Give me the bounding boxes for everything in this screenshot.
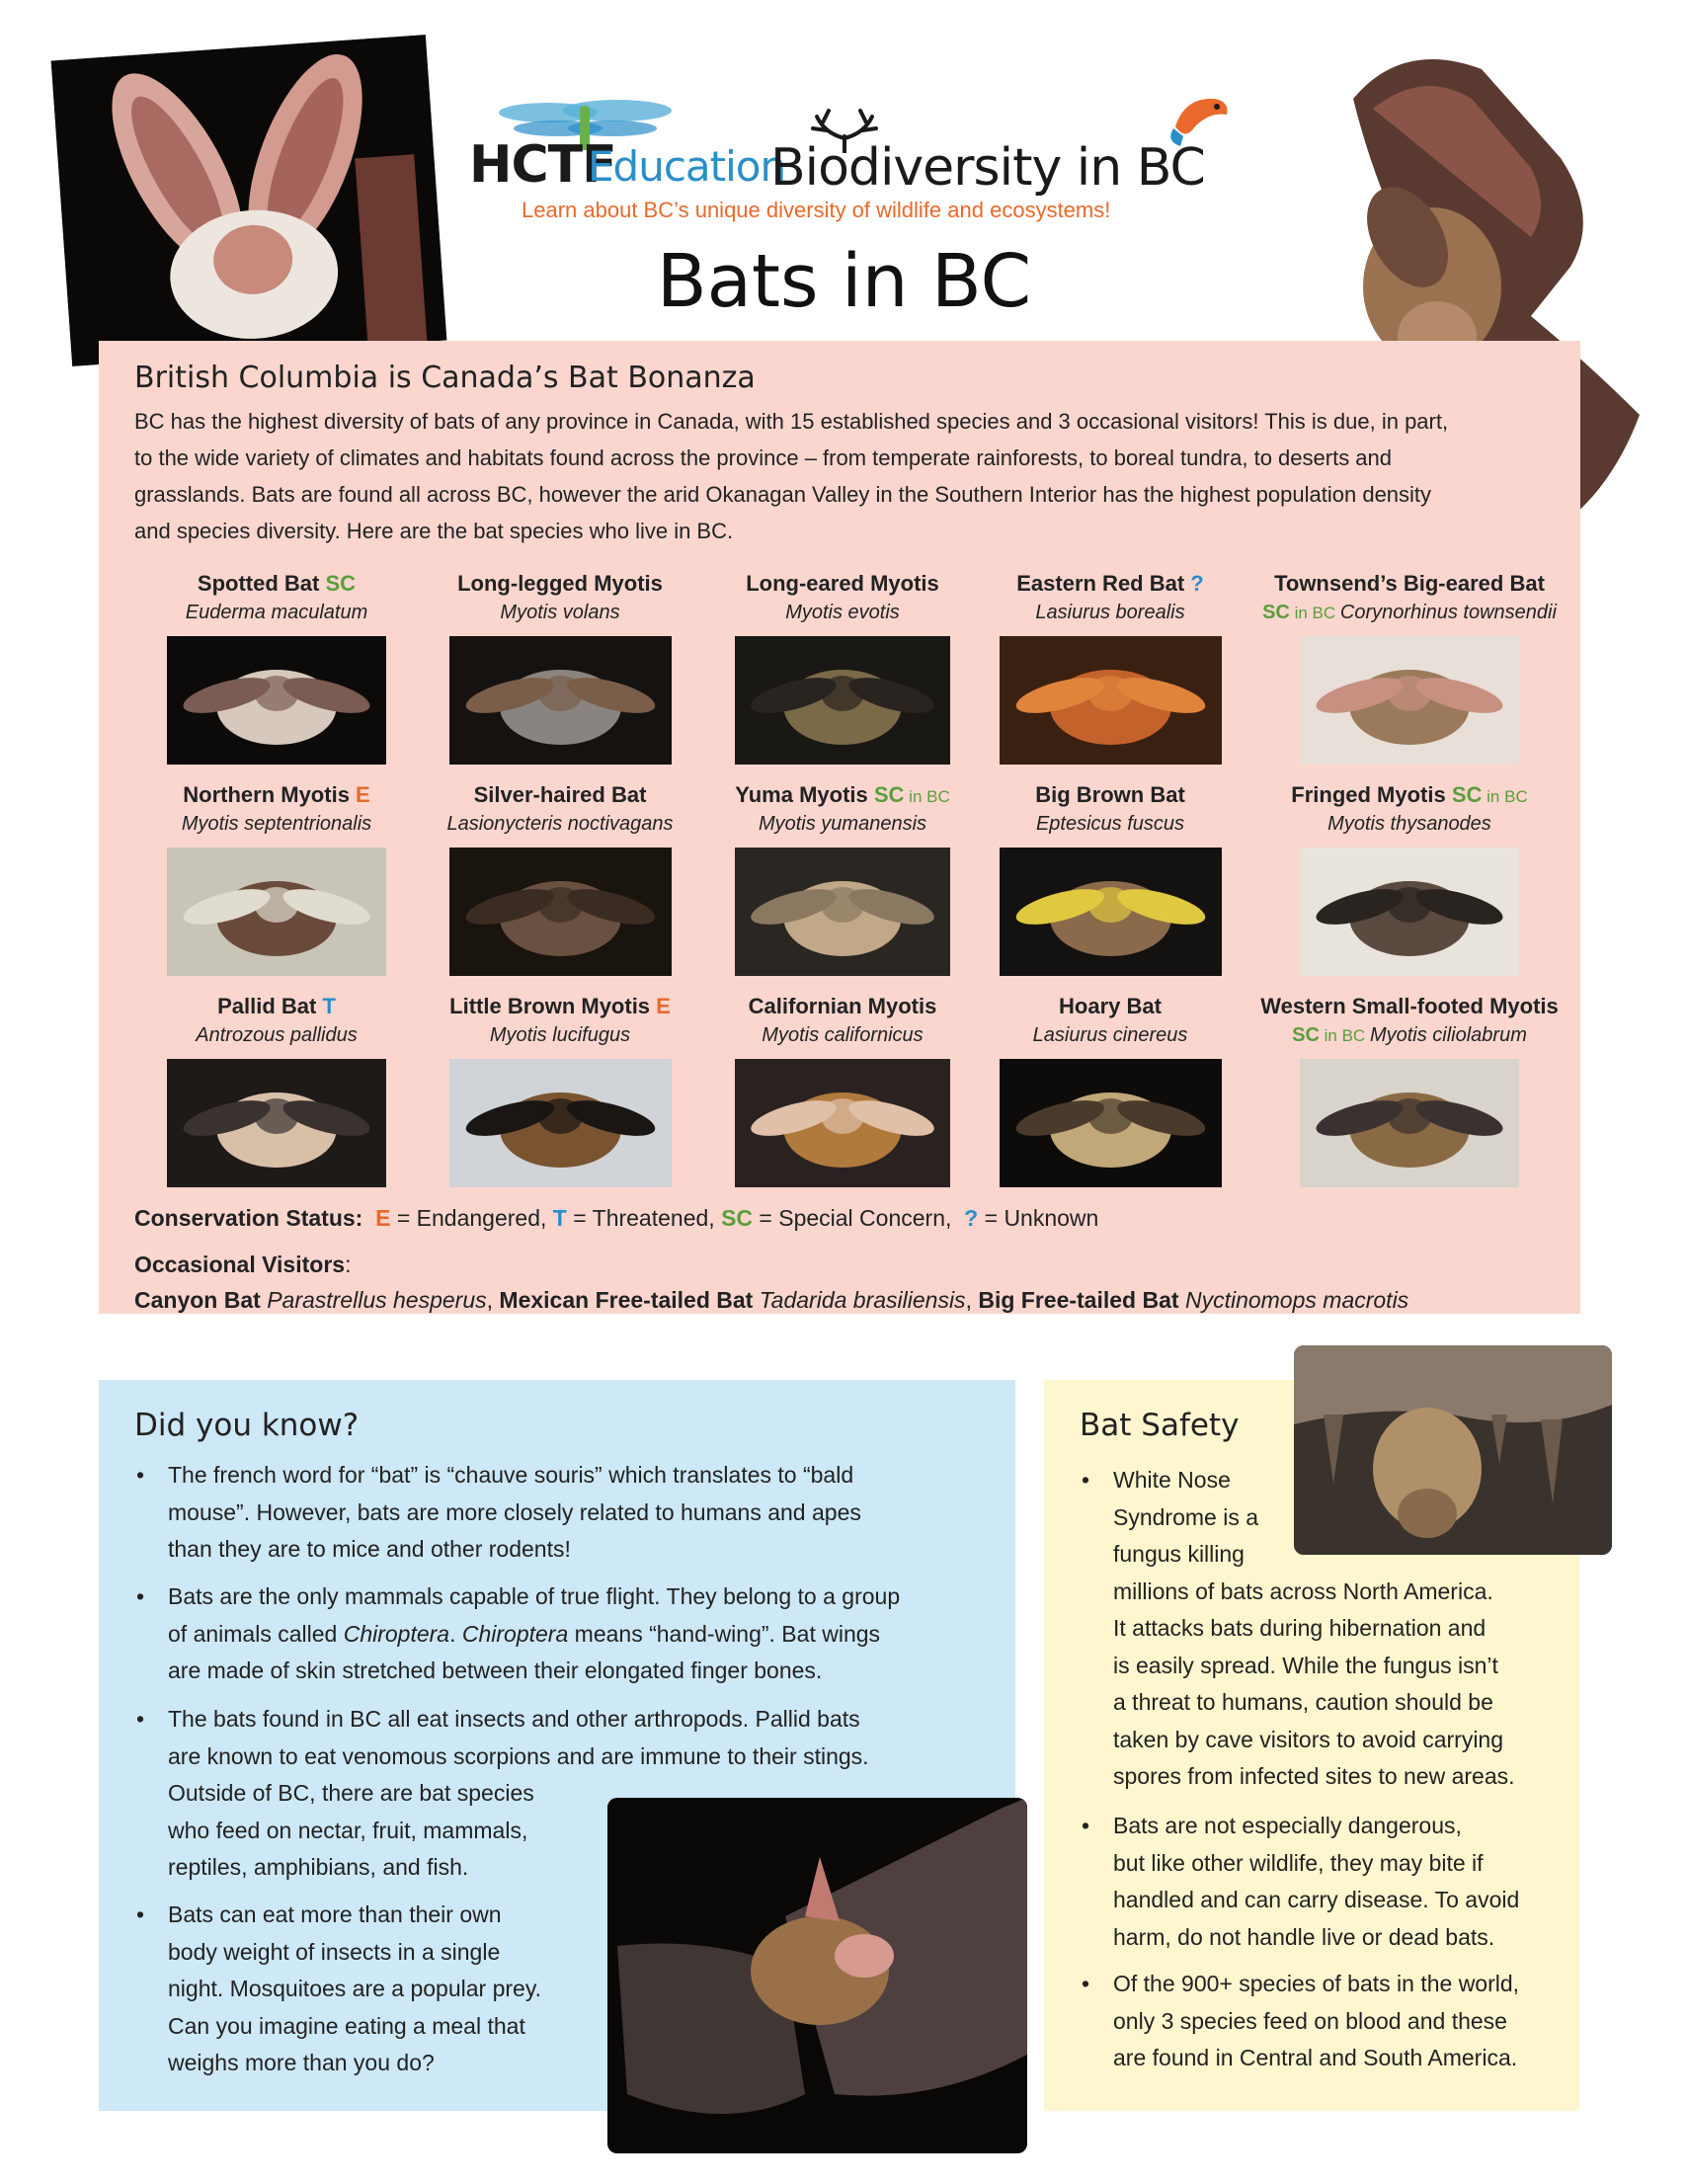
safety-b1-line: taken by cave visitors to avoid carrying — [1113, 1726, 1504, 1752]
bullet-dot-icon: • — [1082, 1813, 1090, 1838]
legend-t-code: T — [552, 1205, 567, 1231]
species-common-name: Yuma Myotis — [735, 782, 868, 807]
species-common-name: Hoary Bat — [1059, 994, 1162, 1018]
species-photo — [1000, 848, 1222, 976]
species-photo — [735, 636, 950, 765]
species-photo — [1300, 636, 1519, 765]
dyk-b2-line — [168, 1616, 998, 1654]
species-sci-text: Myotis septentrionalis — [181, 813, 372, 835]
visitors-colon: : — [345, 1252, 352, 1277]
species-status: E — [650, 994, 671, 1018]
species-status: T — [316, 994, 336, 1018]
legend-sc-code: SC — [721, 1205, 754, 1231]
dyk-b4-line: weighs more than you do? — [168, 2050, 435, 2075]
species-photo — [449, 848, 672, 976]
dyk-b2-line: are made of skin stretched between their elongated finger bones. — [168, 1658, 823, 1683]
visitor-3-name: Big Free-tailed Bat — [978, 1287, 1179, 1313]
dyk-b4-line: night. Mosquitoes are a popular prey. — [168, 1976, 542, 2001]
legend-q-code: ? — [964, 1205, 979, 1231]
dyk-b3-line: The bats found in BC all eat insects and other arthropods. Pallid bats — [168, 1706, 860, 1732]
safety-b1-line: fungus killing — [1113, 1541, 1245, 1567]
species-common-name: Silver-haired Bat — [473, 782, 647, 807]
species-sci-text: Myotis californicus — [762, 1024, 924, 1046]
species-common-name: Pallid Bat — [217, 994, 317, 1018]
safety-b2-line: but like other wildlife, they may bite if — [1113, 1849, 1484, 1876]
species-photo — [449, 636, 672, 765]
species-status: SC — [1445, 782, 1483, 807]
visitors-heading — [134, 1252, 351, 1278]
bullet-dot-icon: • — [1082, 1467, 1090, 1493]
dyk-bullet-2 — [136, 1578, 998, 1690]
safety-b3-line: are found in Central and South America. — [1113, 2045, 1518, 2070]
safety-b1-line: millions of bats across North America. — [1113, 1577, 1493, 1604]
species-photo — [735, 848, 950, 976]
safety-b3-line: Of the 900+ species of bats in the world, — [1113, 1971, 1520, 1996]
species-status-suffix: in BC — [1289, 604, 1340, 622]
species-status: SC — [319, 571, 357, 596]
safety-b1-line: White Nose — [1113, 1467, 1231, 1493]
dyk-b2-text: of animals called — [168, 1620, 344, 1647]
species-sci-text: Myotis evotis — [785, 602, 900, 623]
species-common-name: Little Brown Myotis — [449, 994, 651, 1018]
safety-b1-line: spores from infected sites to new areas. — [1113, 1763, 1515, 1789]
species-sci-text: Eptesicus fuscus — [1035, 813, 1185, 835]
dyk-b4-line: Can you imagine eating a meal that — [168, 2012, 525, 2039]
species-common-name: Western Small-footed Myotis — [1260, 994, 1559, 1018]
dyk-b1-line: than they are to mice and other rodents! — [168, 1536, 571, 1562]
dyk-b1-line: mouse”. However, bats are more closely related to humans and apes — [168, 1498, 861, 1525]
species-status: ? — [1184, 571, 1204, 596]
species-sci-text: Lasiurus borealis — [1035, 602, 1185, 623]
species-sci-text: Lasionycteris noctivagans — [446, 813, 674, 835]
hctf-education-logo — [469, 91, 786, 200]
tagline: Learn about BC’s unique diversity of wildlife and ecosystems! — [522, 198, 1111, 222]
safety-bullet-2 — [1082, 1808, 1567, 1956]
safety-b1-line: a threat to humans, caution should be — [1113, 1689, 1493, 1715]
logo-hctf-text: HCTF — [469, 135, 616, 195]
dyk-b3-line: are known to eat venomous scorpions and are immune to their stings. — [168, 1742, 869, 1769]
visitor-1-name: Canyon Bat — [134, 1287, 261, 1313]
visitor-1-sci: Parastrellus hesperus — [267, 1287, 487, 1313]
safety-bullet-1 — [1082, 1462, 1567, 1796]
dyk-b4-line: Bats can eat more than their own — [168, 1901, 502, 1927]
safety-b2-line: handled and can carry disease. To avoid — [1113, 1887, 1520, 1912]
species-sci-text: Lasiurus cinereus — [1032, 1024, 1188, 1046]
species-name — [1163, 994, 1656, 1019]
species-scientific-name — [1163, 602, 1656, 624]
legend-t-text: = Threatened, — [573, 1205, 715, 1231]
species-common-name: Spotted Bat — [197, 571, 320, 596]
species-status: SC — [867, 782, 905, 807]
species-scientific-name — [1163, 813, 1656, 836]
species-common-name: Californian Myotis — [748, 994, 937, 1018]
bullet-dot-icon: • — [136, 1583, 145, 1609]
species-status-suffix: in BC — [1482, 787, 1528, 806]
legend-q-text: = Unknown — [984, 1205, 1099, 1231]
safety-b1-line: Syndrome is a — [1113, 1503, 1259, 1530]
species-status-suffix: in BC — [904, 787, 950, 806]
species-photo — [1300, 848, 1519, 976]
species-sci-text: Myotis thysanodes — [1327, 813, 1491, 835]
species-sci-text: Euderma maculatum — [185, 602, 368, 623]
species-photo — [167, 848, 386, 976]
photo-bat-flight — [607, 1798, 1027, 2153]
safety-b1-line: It attacks bats during hibernation and — [1113, 1615, 1487, 1641]
visitor-sep-1: , — [486, 1287, 494, 1313]
species-status-suffix: in BC — [1319, 1026, 1370, 1045]
species-status: SC — [1292, 1024, 1320, 1046]
dyk-b2-italic: Chiroptera — [343, 1620, 450, 1647]
species-common-name: Fringed Myotis — [1291, 782, 1446, 807]
safety-b1-line: is easily spread. While the fungus isn’t — [1113, 1652, 1498, 1678]
did-you-know-heading: Did you know? — [134, 1408, 360, 1443]
species-photo — [1000, 636, 1222, 765]
species-sci-text: Corynorhinus townsendii — [1339, 602, 1557, 623]
dyk-b3-line: reptiles, amphibians, and fish. — [168, 1854, 469, 1880]
species-scientific-name — [1163, 1024, 1656, 1047]
dyk-b2-text: . — [449, 1620, 462, 1647]
species-common-name: Long-eared Myotis — [746, 571, 939, 596]
bat-safety-heading: Bat Safety — [1080, 1408, 1240, 1443]
species-sci-text: Myotis lucifugus — [489, 1024, 631, 1046]
bullet-dot-icon: • — [136, 1706, 145, 1732]
safety-b2-line: harm, do not handle live or dead bats. — [1113, 1923, 1495, 1950]
species-common-name: Eastern Red Bat — [1016, 571, 1185, 596]
species-sci-text: Myotis ciliolabrum — [1369, 1024, 1527, 1046]
bullet-dot-icon: • — [1082, 1971, 1090, 1996]
legend-sc-text: = Special Concern, — [759, 1205, 952, 1231]
legend-label: Conservation Status: — [134, 1205, 363, 1231]
species-name — [1163, 782, 1656, 808]
page-title: Bats in BC — [656, 239, 1032, 324]
dyk-b1-line: The french word for “bat” is “chauve souris” which translates to “bald — [168, 1462, 854, 1488]
species-photo — [167, 636, 386, 765]
visitors-list — [134, 1287, 1408, 1314]
species-status: E — [349, 782, 370, 807]
species-status: SC — [1262, 602, 1290, 623]
dyk-bullet-1 — [136, 1457, 998, 1569]
dyk-b4-line: body weight of insects in a single — [168, 1938, 501, 1965]
species-sci-text: Antrozous pallidus — [196, 1024, 358, 1046]
biodiversity-logo: Biodiversity in BC — [770, 138, 1205, 198]
species-photo — [735, 1059, 950, 1187]
species-sci-text: Myotis volans — [500, 602, 620, 623]
species-photo — [449, 1059, 672, 1187]
safety-b3-line: only 3 species feed on blood and these — [1113, 2007, 1507, 2034]
species-photo — [167, 1059, 386, 1187]
species-photo — [1000, 1059, 1222, 1187]
safety-bullet-3 — [1082, 1966, 1567, 2077]
dyk-b3-line: who feed on nectar, fruit, mammals, — [168, 1817, 528, 1843]
visitor-2-sci: Tadarida brasiliensis — [759, 1287, 966, 1313]
logo-education-text: Education — [588, 142, 786, 191]
dyk-b3-line: Outside of BC, there are bat species — [168, 1780, 534, 1806]
dyk-b2-line: Bats are the only mammals capable of true flight. They belong to a group — [168, 1583, 901, 1609]
section-heading: British Columbia is Canada’s Bat Bonanza — [134, 361, 756, 395]
dyk-bullet-4 — [136, 1897, 642, 2082]
species-common-name: Big Brown Bat — [1035, 782, 1185, 807]
dyk-b2-italic: Chiroptera — [461, 1620, 569, 1647]
safety-b2-line: Bats are not especially dangerous, — [1113, 1813, 1462, 1838]
visitors-label: Occasional Visitors — [134, 1252, 346, 1277]
bullet-dot-icon: • — [136, 1901, 145, 1927]
intro-paragraph: BC has the highest diversity of bats of any province in Canada, with 15 established species and 3 occasional visitors! This is due, in part, to the wide variety of climates and habitats found across the province – from temperate rainforests, to boreal tundra, to deserts and grasslands. Bats are found all across BC, however the arid Okanagan Valley in the Southern Interior has the highest population density and species diversity. Here are the bat species who live in BC. — [134, 409, 1449, 543]
species-sci-text: Myotis yumanensis — [758, 813, 927, 835]
visitor-3-sci: Nyctinomops macrotis — [1184, 1287, 1409, 1313]
legend-e-code: E — [375, 1205, 391, 1231]
bullet-dot-icon: • — [136, 1462, 145, 1488]
species-photo — [1300, 1059, 1519, 1187]
species-name — [1163, 571, 1656, 597]
dyk-b2-text: means “hand-wing”. Bat wings — [568, 1620, 881, 1647]
visitor-sep-2: , — [965, 1287, 972, 1313]
conservation-legend — [134, 1205, 1098, 1232]
visitor-2-name: Mexican Free-tailed Bat — [499, 1287, 754, 1313]
species-common-name: Northern Myotis — [183, 782, 350, 807]
legend-e-text: = Endangered, — [396, 1205, 547, 1231]
species-common-name: Long-legged Myotis — [457, 571, 663, 596]
species-common-name: Townsend’s Big-eared Bat — [1274, 571, 1545, 596]
